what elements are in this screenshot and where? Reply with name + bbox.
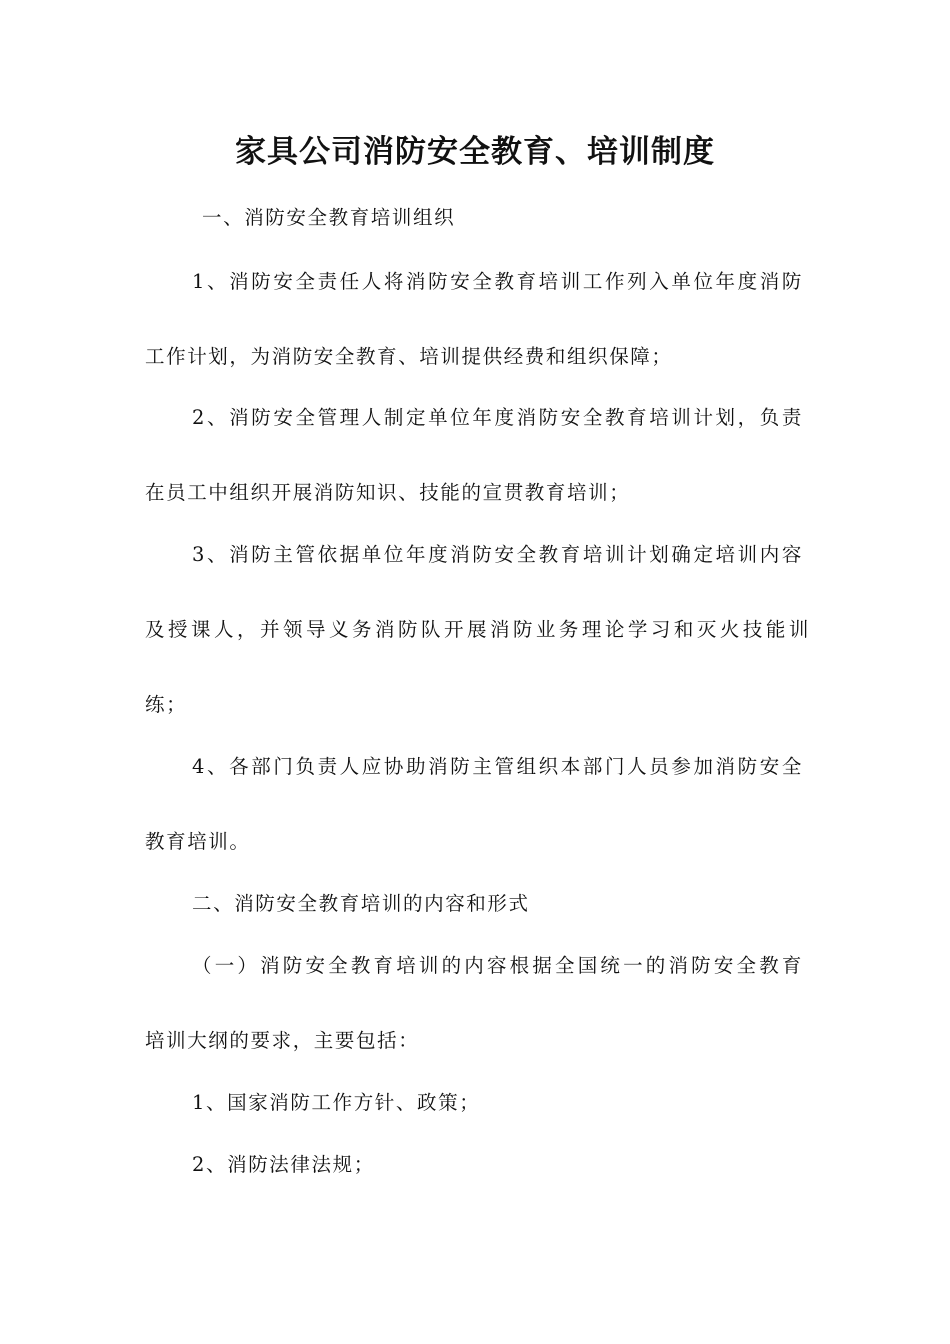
paragraph-line: 工作计划，为消防安全教育、培训提供经费和组织保障； <box>145 345 673 368</box>
paragraph-line: 及授课人，并领导义务消防队开展消防业务理论学习和灭火技能训 <box>145 618 810 641</box>
paragraph-line: 教育培训。 <box>145 830 251 853</box>
paragraph-line: 4、各部门负责人应协助消防主管组织本部门人员参加消防安全 <box>192 755 803 778</box>
paragraph-line: （一）消防安全教育培训的内容根据全国统一的消防安全教育 <box>192 954 803 977</box>
paragraph-line: 在员工中组织开展消防知识、技能的宣贯教育培训； <box>145 481 631 504</box>
list-item: 1、国家消防工作方针、政策； <box>192 1091 481 1114</box>
paragraph-line: 3、消防主管依据单位年度消防安全教育培训计划确定培训内容 <box>192 543 803 566</box>
paragraph-line: 练； <box>145 693 188 716</box>
document-title: 家具公司消防安全教育、培训制度 <box>235 134 715 170</box>
section-heading-2: 二、消防安全教育培训的内容和形式 <box>192 892 530 915</box>
paragraph-line: 1、消防安全责任人将消防安全教育培训工作列入单位年度消防 <box>192 270 803 293</box>
paragraph-line: 培训大纲的要求，主要包括： <box>145 1029 420 1052</box>
list-item: 2、消防法律法规； <box>192 1153 375 1176</box>
paragraph-line: 2、消防安全管理人制定单位年度消防安全教育培训计划，负责 <box>192 406 803 429</box>
section-heading-1: 一、消防安全教育培训组织 <box>202 206 456 229</box>
